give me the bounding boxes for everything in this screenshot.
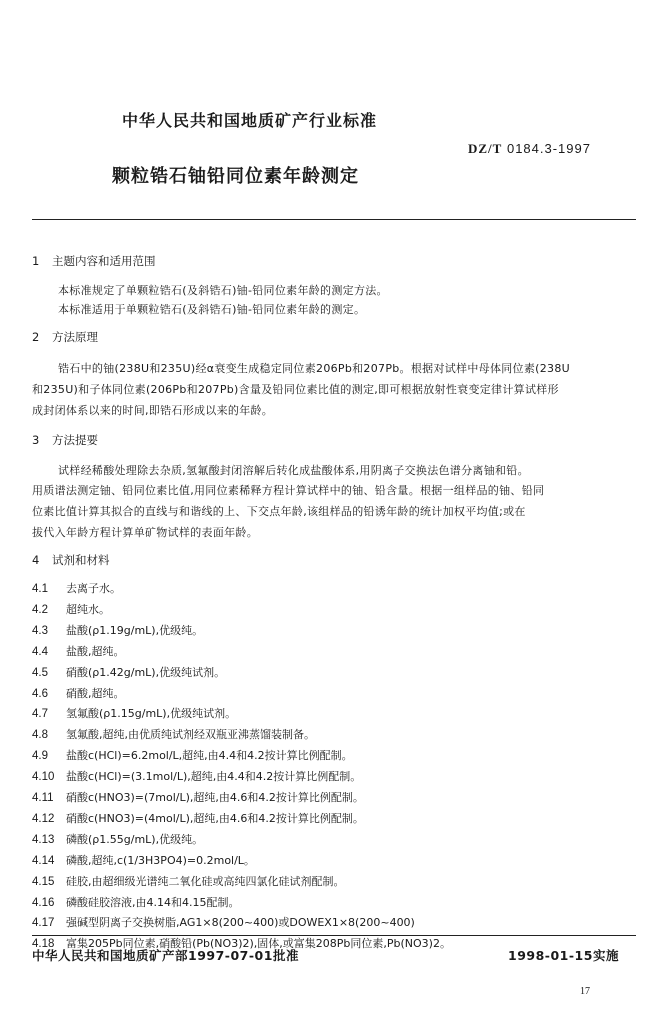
section-3-line-4: 拔代入年龄方程计算单矿物试样的表面年龄。: [32, 526, 258, 539]
item-number: 4.18: [32, 938, 55, 951]
section-title: 方法原理: [52, 330, 98, 344]
section-4-heading: [32, 552, 110, 568]
reagent-item: [32, 643, 125, 659]
page-number: 17: [580, 986, 590, 997]
section-3-line-1: 试样经稀酸处理除去杂质,氢氟酸封闭溶解后转化成盐酸体系,用阴离子交换法色谱分离铀和铅。: [58, 464, 529, 477]
section-number: 2: [32, 330, 40, 344]
item-text: 硝酸c(HNO3)=(7mol/L),超纯,由4.6和4.2按计算比例配制。: [66, 791, 364, 804]
standard-number: [468, 141, 591, 157]
reagent-item: [32, 580, 121, 596]
item-number: 4.7: [32, 708, 48, 721]
item-text: 盐酸c(HCl)=(3.1mol/L),超纯,由4.4和4.2按计算比例配制。: [66, 770, 362, 784]
item-number: 4.10: [32, 771, 55, 784]
reagent-item: [32, 622, 203, 638]
approval-note: 中华人民共和国地质矿产部1997-07-01批准: [32, 948, 299, 963]
issuing-body-title: 中华人民共和国地质矿产行业标准: [122, 111, 378, 130]
reagent-item: [32, 768, 361, 784]
section-number: 3: [32, 433, 40, 447]
section-2-line-2: 和235U)和子体同位素(206Pb和207Pb)含量及铅同位素比值的测定,即可根据放射性衰变定律计算试样形: [32, 383, 559, 396]
item-number: 4.14: [32, 854, 55, 867]
footer-divider: [32, 935, 636, 936]
item-number: 4.12: [32, 812, 55, 825]
item-text: 超纯水。: [66, 602, 110, 616]
section-title: 试剂和材料: [52, 553, 110, 567]
reagent-item: [32, 685, 125, 701]
implementation-date: 1998-01-15实施: [508, 948, 619, 963]
item-text: 氢氟酸(ρ1.15g/mL),优级纯试剂。: [66, 707, 237, 721]
item-text: 硅胶,由超细级光谱纯二氧化硅或高纯四氯化硅试剂配制。: [66, 874, 345, 888]
reagent-item: [32, 664, 225, 680]
reagent-item: [32, 894, 239, 910]
item-text: 硝酸,超纯。: [66, 686, 125, 700]
item-number: 4.8: [32, 729, 48, 742]
item-number: 4.11: [32, 792, 54, 804]
item-number: 4.6: [32, 687, 48, 700]
item-text: 盐酸c(HCl)=6.2mol/L,超纯,由4.4和4.2按计算比例配制。: [66, 749, 353, 763]
section-3-line-2: 用质谱法测定铀、铅同位素比值,用同位素稀释方程计算试样中的铀、铅含量。根据一组样品的铀、铅同: [32, 484, 545, 497]
section-3-line-3: 位素比值计算其拟合的直线与和谐线的上、下交点年龄,该组样品的铅诱年龄的统计加权平均值;或在: [32, 505, 526, 518]
item-text: 去离子水。: [66, 582, 121, 595]
standard-code: 0184.3-1997: [506, 141, 591, 156]
item-text: 磷酸硅胶溶液,由4.14和4.15配制。: [66, 895, 240, 909]
section-number: 4: [32, 553, 40, 567]
reagent-item: [32, 831, 203, 847]
section-title: 方法提要: [52, 433, 98, 447]
item-number: 4.9: [32, 750, 48, 763]
item-text: 富集205Pb同位素,硝酸铅(Pb(NO3)2),固体,或富集208Pb同位素,Pb(NO3)2。: [66, 937, 451, 951]
reagent-item: [32, 601, 110, 617]
item-text: 氢氟酸,超纯,由优质纯试剂经双瓶亚沸蒸馏装制备。: [66, 728, 315, 742]
standard-prefix: DZ/T: [468, 141, 503, 156]
item-number: 4.2: [32, 603, 48, 616]
section-3-heading: [32, 432, 98, 448]
item-number: 4.3: [32, 624, 48, 637]
section-2-line-3: 成封闭体系以来的时间,即锆石形成以来的年龄。: [32, 404, 274, 417]
item-text: 盐酸(ρ1.19g/mL),优级纯。: [66, 623, 204, 637]
item-number: 4.17: [32, 917, 55, 930]
section-number: 1: [32, 254, 40, 268]
section-2-line-1: 锆石中的铀(238U和235U)经α衰变生成稳定同位素206Pb和207Pb。根据对试样中母体同位素(238U: [58, 362, 570, 375]
section-title: 主题内容和适用范围: [52, 254, 156, 268]
reagent-item: [32, 747, 353, 763]
section-1-line-1: 本标准规定了单颗粒锆石(及斜锆石)铀-铅同位素年龄的测定方法。: [58, 284, 388, 297]
item-text: 硝酸(ρ1.42g/mL),优级纯试剂。: [66, 665, 226, 679]
section-2-heading: [32, 329, 98, 345]
item-number: 4.16: [32, 896, 55, 909]
section-1-heading: [32, 253, 156, 269]
item-number: 4.15: [32, 875, 55, 888]
item-number: 4.1: [32, 583, 48, 595]
item-text: 盐酸,超纯。: [66, 644, 125, 658]
reagent-item: [32, 789, 364, 805]
item-text: 磷酸(ρ1.55g/mL),优级纯。: [66, 832, 204, 846]
reagent-item: [32, 852, 255, 868]
item-text: 强碱型阴离子交换树脂,AG1×8(200~400)或DOWEX1×8(200~400): [66, 916, 415, 930]
reagent-item: [32, 705, 236, 721]
reagent-item: [32, 810, 364, 826]
reagent-item: [32, 873, 345, 889]
header-divider: [32, 219, 636, 220]
section-1-line-2: 本标准适用于单颗粒锆石(及斜锆石)铀-铅同位素年龄的测定。: [58, 303, 366, 316]
item-text: 硝酸c(HNO3)=(4mol/L),超纯,由4.6和4.2按计算比例配制。: [66, 811, 364, 825]
item-number: 4.4: [32, 645, 48, 658]
item-number: 4.5: [32, 666, 48, 679]
reagent-item: [32, 726, 315, 742]
item-number: 4.13: [32, 833, 55, 846]
document-title: 颗粒锆石铀铅同位素年龄测定: [112, 166, 359, 187]
item-text: 磷酸,超纯,c(1/3H3PO4)=0.2mol/L。: [66, 853, 255, 867]
reagent-item: [32, 914, 415, 930]
